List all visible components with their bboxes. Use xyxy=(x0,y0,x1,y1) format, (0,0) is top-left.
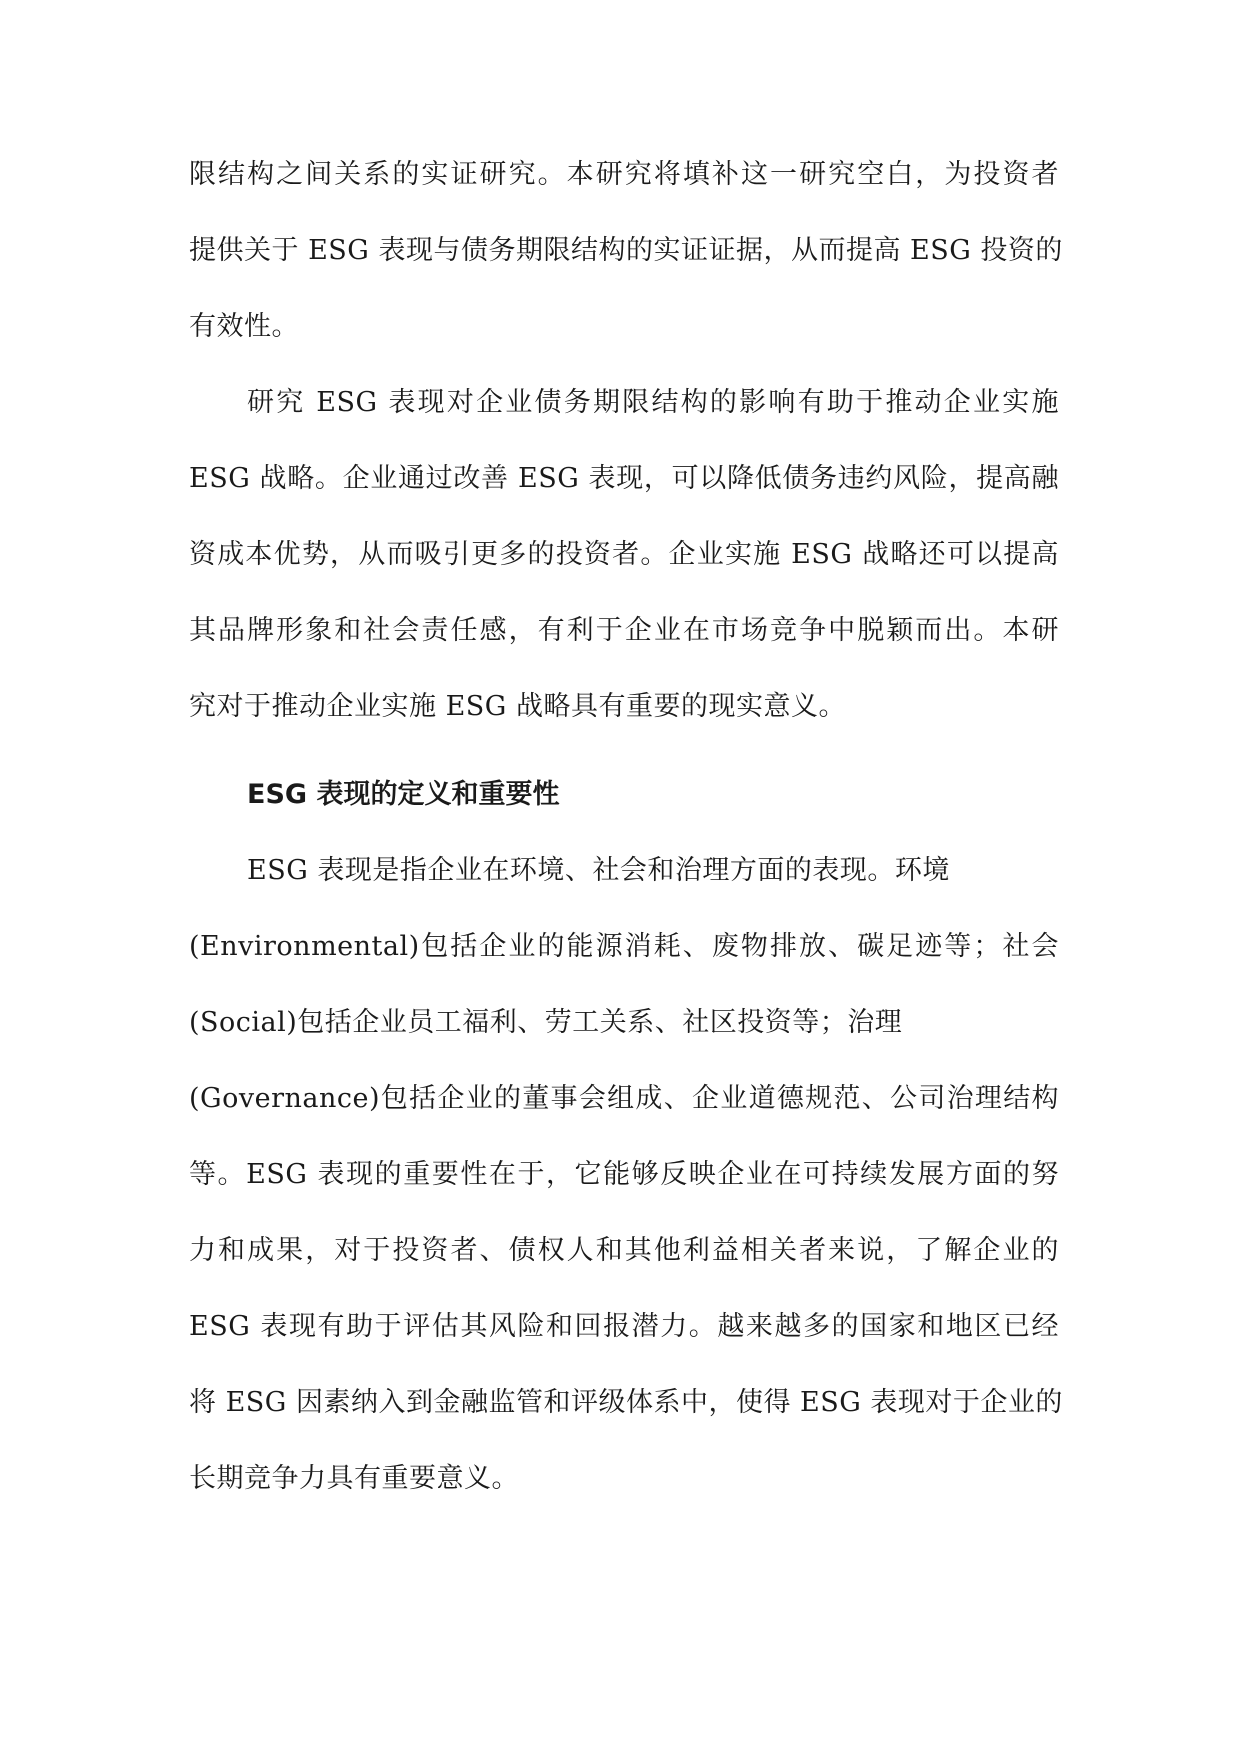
text-line: ESG 表现有助于评估其风险和回报潜力。越来越多的国家和地区已经 xyxy=(189,1311,1059,1342)
text-line: (Environmental)包括企业的能源消耗、废物排放、碳足迹等；社会 xyxy=(189,931,1059,962)
text-line: 有效性。 xyxy=(189,311,299,342)
paragraph-research-gap xyxy=(189,137,1063,365)
text-line: 提供关于 ESG 表现与债务期限结构的实证证据，从而提高 ESG 投资的 xyxy=(189,235,1063,266)
text-line: ESG 表现是指企业在环境、社会和治理方面的表现。环境 xyxy=(247,855,950,886)
section-heading: ESG 表现的定义和重要性 xyxy=(247,779,560,810)
text-line: 资成本优势，从而吸引更多的投资者。企业实施 ESG 战略还可以提高 xyxy=(189,539,1059,570)
text-line: 其品牌形象和社会责任感，有利于企业在市场竞争中脱颖而出。本研 xyxy=(189,615,1059,646)
text-line: 力和成果，对于投资者、债权人和其他利益相关者来说，了解企业的 xyxy=(189,1235,1059,1266)
text-line: ESG 战略。企业通过改善 ESG 表现，可以降低债务违约风险，提高融 xyxy=(189,463,1059,494)
document-body xyxy=(189,137,1063,1517)
text-line: 究对于推动企业实施 ESG 战略具有重要的现实意义。 xyxy=(189,691,846,722)
text-line: 研究 ESG 表现对企业债务期限结构的影响有助于推动企业实施 xyxy=(247,387,1059,418)
text-line: (Governance)包括企业的董事会组成、企业道德规范、公司治理结构 xyxy=(189,1083,1059,1114)
text-line: 等。ESG 表现的重要性在于，它能够反映企业在可持续发展方面的努 xyxy=(189,1159,1059,1190)
text-line: 长期竞争力具有重要意义。 xyxy=(189,1463,519,1494)
text-line: 将 ESG 因素纳入到金融监管和评级体系中，使得 ESG 表现对于企业的 xyxy=(189,1387,1063,1418)
paragraph-esg-strategy xyxy=(189,365,1059,745)
paragraph-esg-definition xyxy=(189,833,1063,1517)
text-line: (Social)包括企业员工福利、劳工关系、社区投资等；治理 xyxy=(189,1007,903,1038)
text-line: 限结构之间关系的实证研究。本研究将填补这一研究空白，为投资者 xyxy=(189,159,1059,190)
